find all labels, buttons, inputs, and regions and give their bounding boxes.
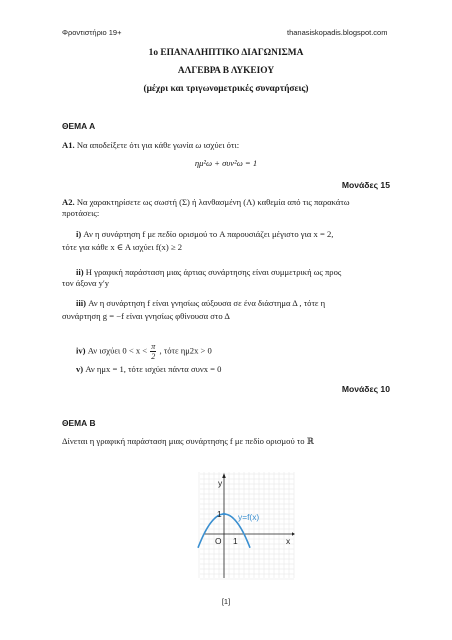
item-iv-text-a: Αν ισχύει 0 < x < bbox=[87, 345, 148, 356]
header-right: thanasiskopadis.blogspot.com bbox=[287, 28, 388, 37]
title-line3: (μέχρι και τριγωνομετρικές συναρτήσεις) bbox=[143, 84, 309, 94]
theme-a-heading: ΘΕΜΑ Α bbox=[62, 121, 96, 131]
item-i-line2: τότε για κάθε x ∈ A ισχύει f(x) ≥ 2 bbox=[62, 242, 182, 252]
function-graph bbox=[196, 468, 296, 580]
y-tick-label: 1 bbox=[217, 509, 222, 519]
x-axis-label: x bbox=[286, 536, 291, 546]
item-iii-line2: συνάρτηση g = −f είναι γνησίως φθίνουσα στο Δ bbox=[62, 311, 230, 321]
a2-text1: Να χαρακτηρίσετε ως σωστή (Σ) ή λανθασμένη (Λ) καθεμία από τις παρακάτω bbox=[76, 197, 350, 207]
a2-line1 bbox=[62, 197, 349, 208]
item-ii-line1 bbox=[76, 267, 341, 278]
item-i-line1 bbox=[76, 229, 333, 240]
item-iv-fraction bbox=[150, 342, 156, 361]
item-iv-label: iv) bbox=[76, 345, 86, 356]
a1-line bbox=[62, 140, 239, 151]
a1-text: Να αποδείξετε ότι για κάθε γωνία bbox=[76, 140, 194, 150]
item-v-text: Αν ημx = 1, τότε ισχύει πάντα συνx = 0 bbox=[85, 364, 222, 374]
a1-label: Α1. bbox=[62, 140, 75, 150]
item-iv-line bbox=[76, 342, 212, 361]
x-tick-label: 1 bbox=[233, 536, 238, 546]
x-axis-arrow bbox=[292, 532, 295, 536]
vertex-point bbox=[223, 513, 226, 516]
a1-var: ω bbox=[195, 140, 202, 150]
a1-tail: ισχύει ότι: bbox=[203, 140, 240, 150]
a2-marks: Μονάδες 10 bbox=[341, 384, 390, 394]
item-iv-text-b: , τότε ημ2x > 0 bbox=[159, 345, 212, 356]
header-left: Φροντιστήριο 19+ bbox=[62, 28, 122, 37]
item-iii-label: iii) bbox=[76, 298, 87, 308]
item-iii-text1: Αν η συνάρτηση f είναι γνησίως αύξουσα σε ένα διάστημα Δ , τότε η bbox=[88, 298, 326, 308]
a1-formula: ημ²ω + συν²ω = 1 bbox=[194, 158, 258, 168]
theme-b-heading: ΘΕΜΑ Β bbox=[62, 418, 96, 428]
item-ii-text1: Η γραφική παράσταση μιας άρτιας συνάρτησης είναι συμμετρική ως προς bbox=[85, 267, 342, 277]
theme-b-text: Δίνεται η γραφική παράσταση μιας συνάρτησης f με πεδίο ορισμού το ℝ bbox=[62, 436, 314, 446]
item-v-label: v) bbox=[76, 364, 84, 374]
item-iii-line1 bbox=[76, 298, 325, 309]
a2-line2: προτάσεις: bbox=[62, 208, 100, 218]
a2-label: Α2. bbox=[62, 197, 75, 207]
title-line1: 1ο ΕΠΑΝΑΛΗΠΤΙΚΟ ΔΙΑΓΩΝΙΣΜΑ bbox=[148, 48, 304, 58]
item-i-label: i) bbox=[76, 229, 82, 239]
frac-num: π bbox=[151, 342, 156, 351]
frac-den: 2 bbox=[151, 352, 156, 361]
page-number: [1] bbox=[221, 597, 231, 606]
title-line2: ΑΛΓΕΒΡΑ Β ΛΥΚΕΙΟΥ bbox=[177, 66, 275, 76]
graph-grid bbox=[196, 472, 294, 580]
origin-label: O bbox=[215, 536, 222, 546]
item-ii-line2: τον άξονα y′y bbox=[62, 278, 110, 288]
item-v-line bbox=[76, 364, 221, 375]
item-ii-label: ii) bbox=[76, 267, 84, 277]
a1-marks: Μονάδες 15 bbox=[341, 180, 390, 190]
item-i-text1: Αν η συνάρτηση f με πεδίο ορισμού το A παρουσιάζει μέγιστο για x = 2, bbox=[83, 229, 334, 239]
y-axis-label: y bbox=[218, 478, 223, 488]
curve-label: y=f(x) bbox=[238, 512, 260, 522]
